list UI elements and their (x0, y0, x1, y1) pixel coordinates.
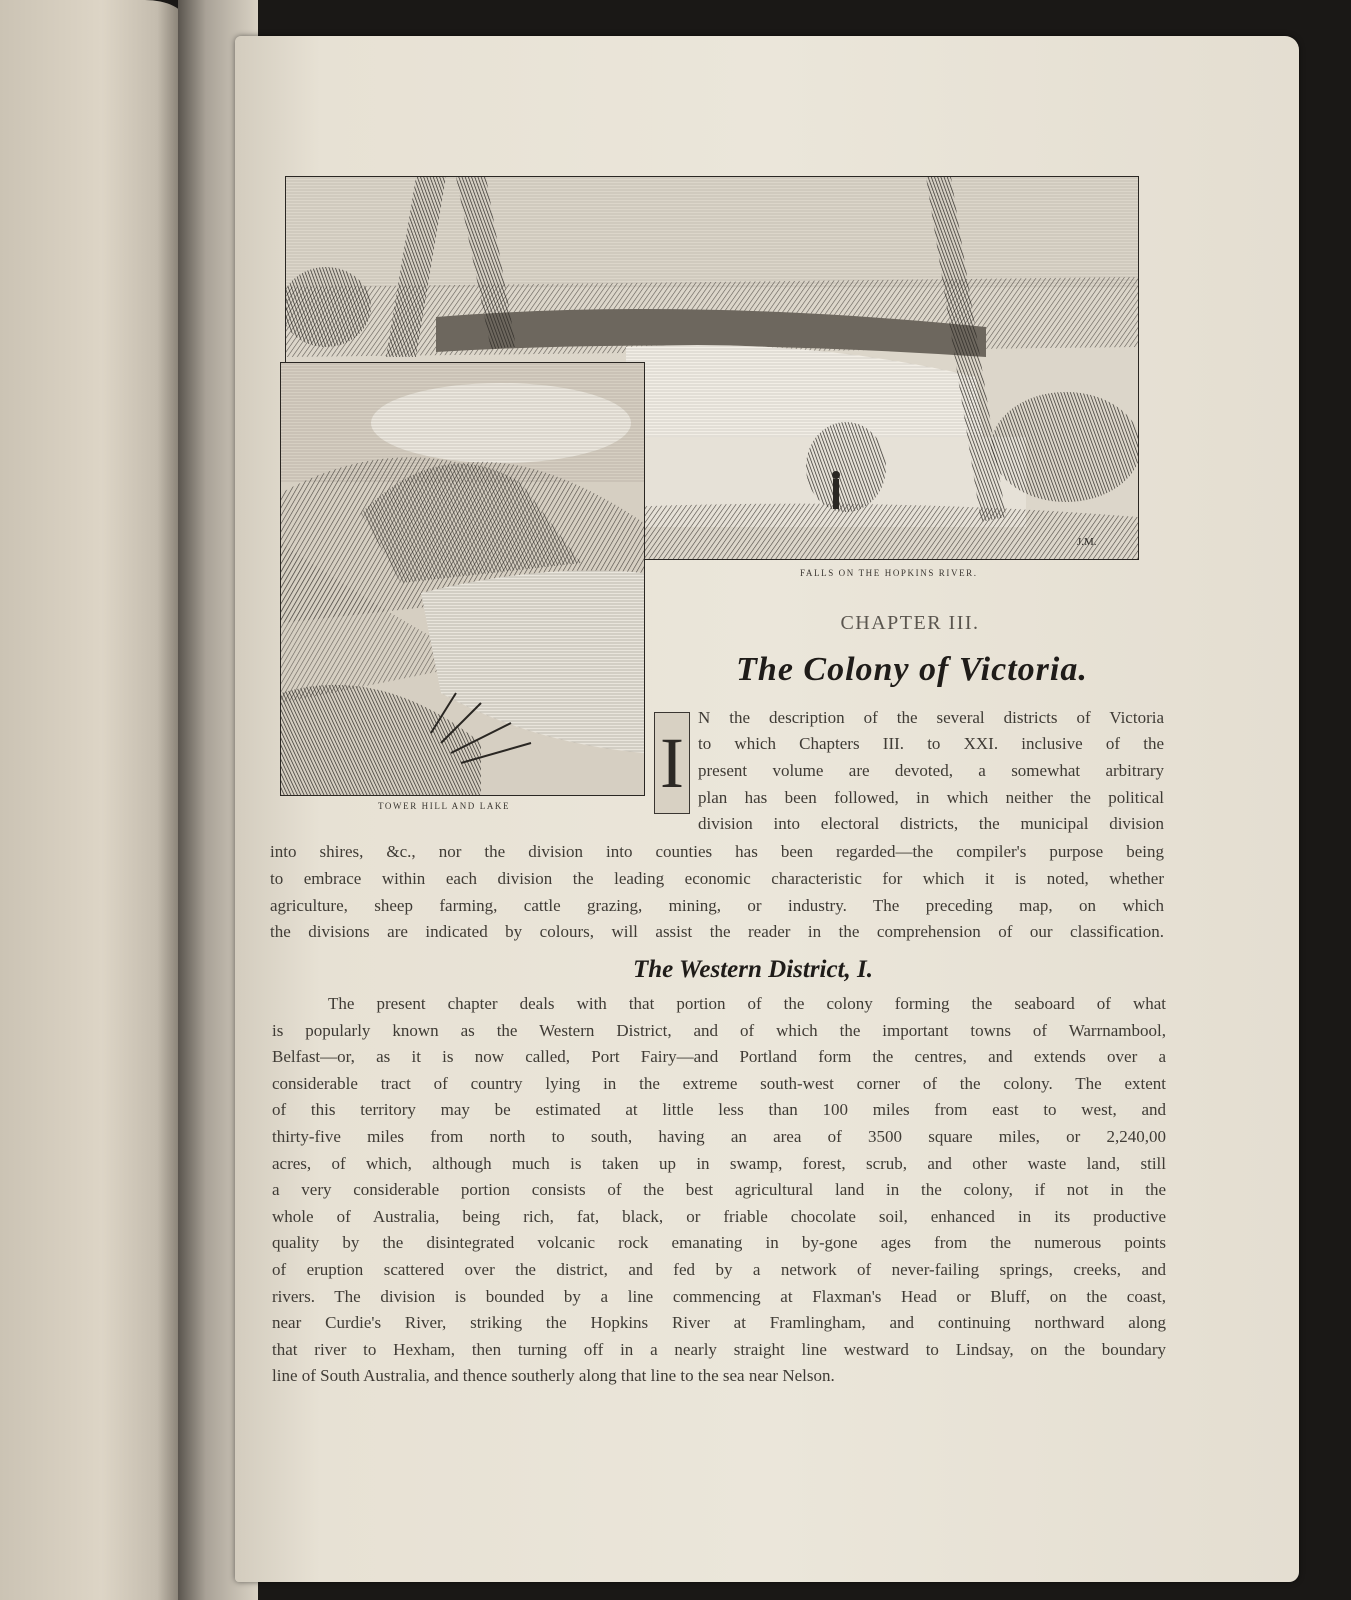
body-line: thirty-five miles from north to south, having an area of 3500 square miles, or 2,240,00 (272, 1127, 1166, 1146)
intro-line: agriculture, sheep farming, cattle grazing, mining, or industry. The preceding map, on which (270, 896, 1164, 915)
intro-line: N the description of the several districts of Victoria (698, 708, 1164, 727)
intro-line: plan has been followed, in which neither the political (698, 788, 1164, 807)
body-line: acres, of which, although much is taken up in swamp, forest, scrub, and other waste land, still (272, 1153, 1166, 1173)
body-line: is popularly known as the Western District, and of which the important towns of Warrnambool, (272, 1020, 1166, 1040)
intro-line: to which Chapters III. to XXI. inclusive of the (698, 734, 1164, 753)
body-line: quality by the disintegrated volcanic rock emanating in by-gone ages from the numerous points (272, 1233, 1166, 1253)
section-title: The Western District, I. (632, 956, 874, 983)
body-line: rivers. The division is bounded by a line commencing at Flaxman's Head or Bluff, on the coast, (272, 1286, 1166, 1306)
tower-hill-caption: TOWER HILL AND LAKE (378, 801, 511, 811)
intro-line: into shires, &c., nor the division into counties has been regarded—the compiler's purpose being (270, 842, 1164, 861)
body-line: line of South Australia, and thence southerly along that line to the sea near Nelson. (272, 1366, 835, 1386)
body-line: of this territory may be estimated at little less than 100 miles from east to west, and (272, 1100, 1166, 1120)
body-line: considerable tract of country lying in the extreme south-west corner of the colony. The extent (272, 1073, 1166, 1093)
chapter-title: The Colony of Victoria. (736, 651, 1088, 688)
tower-hill-engraving (280, 362, 645, 796)
intro-line: present volume are devoted, a somewhat arbitrary (698, 761, 1164, 780)
drop-cap-letter: I (654, 712, 690, 814)
tower-hill-engraving-art (281, 363, 644, 795)
intro-line: to embrace within each division the leading economic characteristic for which it is noted, whether (270, 869, 1164, 888)
left-page (0, 0, 185, 1600)
body-line: a very considerable portion consists of the best agricultural land in the colony, if not in the (272, 1180, 1166, 1200)
intro-line: division into electoral districts, the municipal division (698, 814, 1164, 833)
body-line: near Curdie's River, striking the Hopkins River at Framlingham, and continuing northward along (272, 1313, 1166, 1333)
chapter-number: CHAPTER III. (840, 612, 980, 634)
body-line: that river to Hexham, then turning off in a nearly straight line westward to Lindsay, on the boundary (272, 1339, 1166, 1359)
body-line: of eruption scattered over the district, and fed by a network of never-failing springs, creeks, and (272, 1260, 1166, 1279)
body-line: The present chapter deals with that portion of the colony forming the seaboard of what (328, 994, 1166, 1013)
body-line: Belfast—or, as it is now called, Port Fairy—and Portland form the centres, and extends over a (272, 1047, 1166, 1067)
engraver-signature: J.M. (1077, 536, 1097, 548)
falls-caption: FALLS ON THE HOPKINS RIVER. (800, 568, 978, 578)
intro-line: the divisions are indicated by colours, will assist the reader in the comprehension of our classification. (270, 922, 1164, 941)
body-line: whole of Australia, being rich, fat, black, or friable chocolate soil, enhanced in its productive (272, 1206, 1166, 1226)
